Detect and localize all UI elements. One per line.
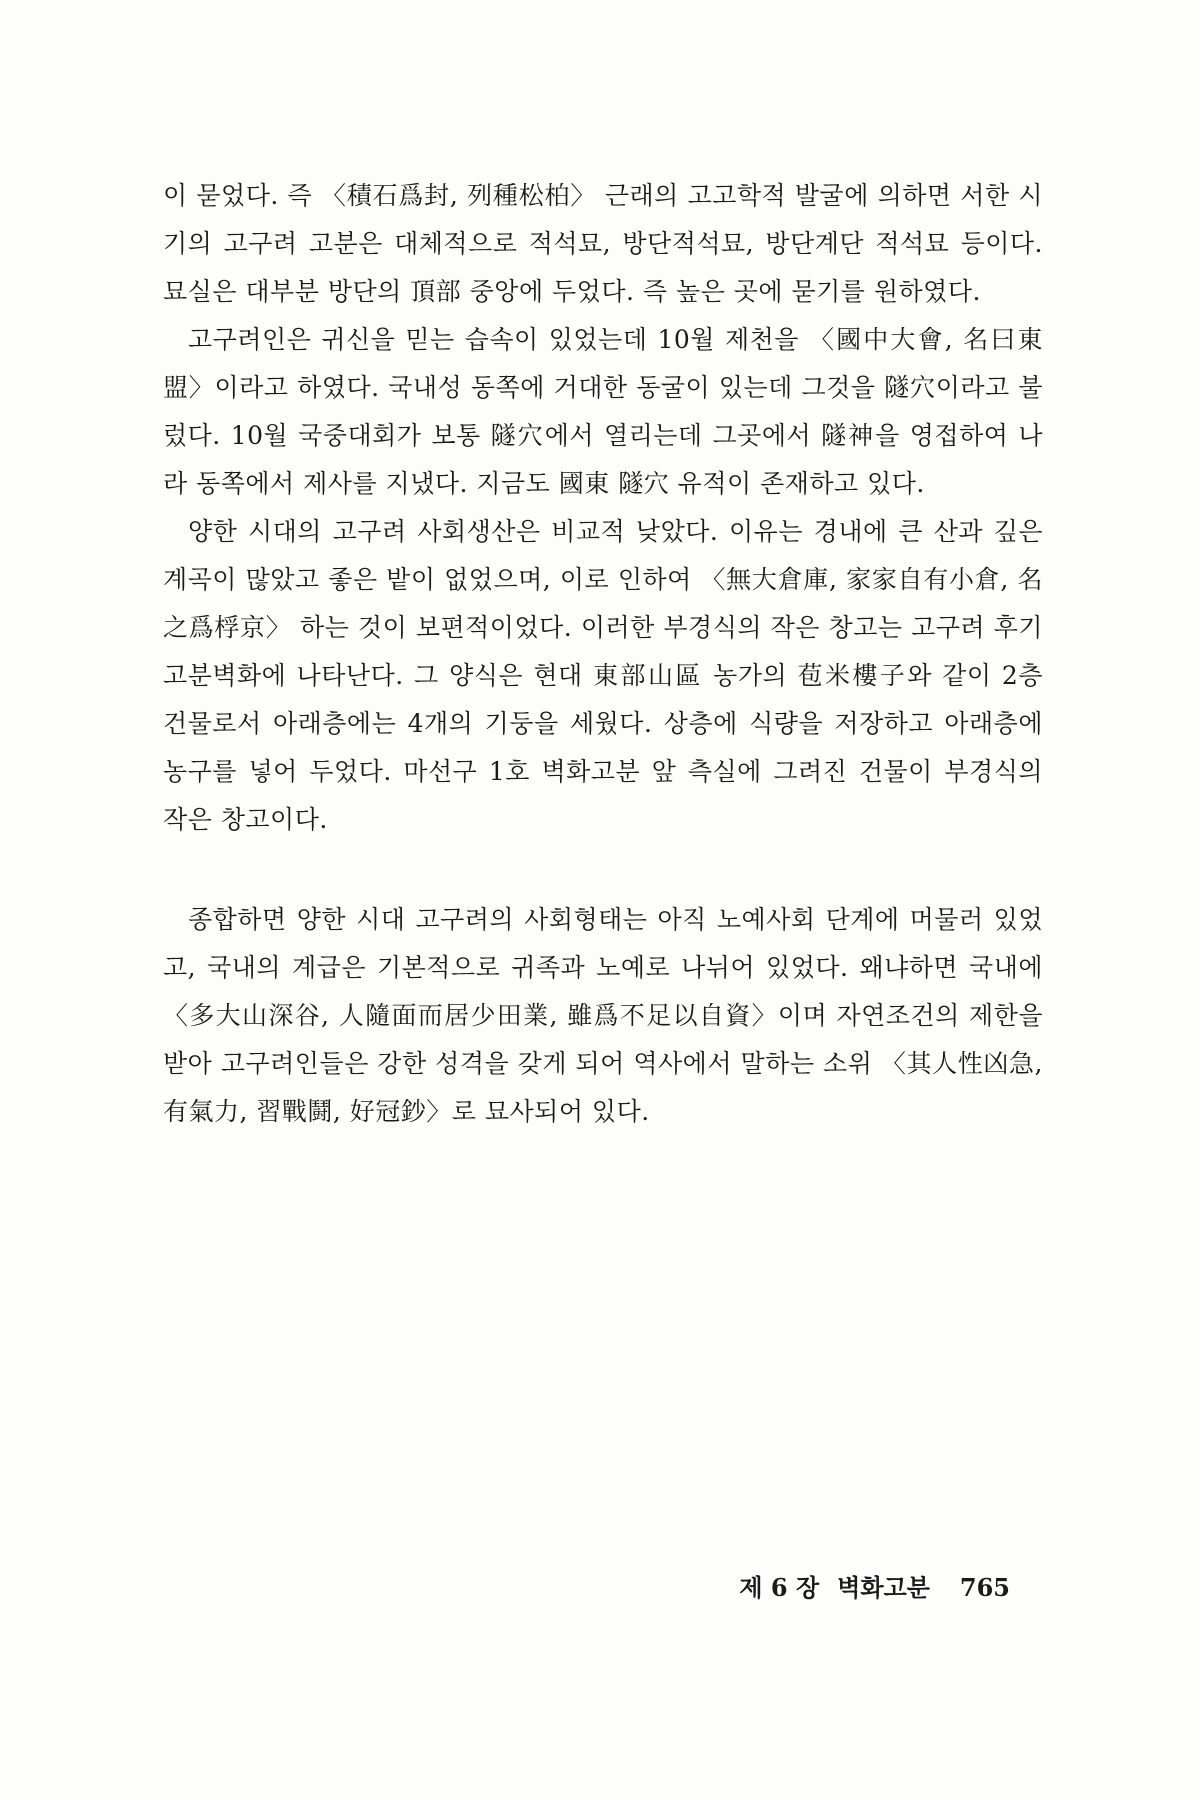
page-number: 765 — [959, 1573, 1010, 1602]
paragraph-2: 고구려인은 귀신을 믿는 습속이 있었는데 10월 제천을 〈國中大會, 名曰東盟〉이라고 하였다. 국내성 동쪽에 거대한 동굴이 있는데 그것을 隧穴이라고 불렀다. 10월 국중대회가 보통 隧穴에서 열리는데 그곳에서 隧神을 영접하여 나라 동쪽에서 제사를 지냈다. 지금도 國東 隧穴 유적이 존재하고 있다. — [163, 325, 1043, 498]
paragraph-1: 이 묻었다. 즉 〈積石爲封, 列種松柏〉 근래의 고고학적 발굴에 의하면 서한 시기의 고구려 고분은 대체적으로 적석묘, 방단적석묘, 방단계단 적석묘 등이다. 묘실은 대부분 방단의 頂部 중앙에 두었다. 즉 높은 곳에 묻기를 원하였다. — [163, 181, 1043, 306]
paragraph-4: 종합하면 양한 시대 고구려의 사회형태는 아직 노예사회 단계에 머물러 있었고, 국내의 계급은 기본적으로 귀족과 노예로 나뉘어 있었다. 왜냐하면 국내에 〈多大山深谷, 人隨面而居少田業, 雖爲不足以自資〉이며 자연조건의 제한을 받아 고구려인들은 강한 성격을 갖게 되어 역사에서 말하는 소위 〈其人性凶急, 有氣力, 習戰鬪, 好冠鈔〉로 묘사되어 있다. — [163, 905, 1043, 1126]
chapter-label: 제 6 장 — [739, 1573, 820, 1602]
body-text — [163, 172, 1043, 1136]
page-footer — [739, 1568, 1010, 1603]
paragraph-3: 양한 시대의 고구려 사회생산은 비교적 낮았다. 이유는 경내에 큰 산과 깊은 계곡이 많았고 좋은 밭이 없었으며, 이로 인하여 〈無大倉庫, 家家自有小倉, 名之爲桴京〉 하는 것이 보편적이었다. 이러한 부경식의 작은 창고는 고구려 후기 고분벽화에 나타난다. 그 양식은 현대 東部山區 농가의 苞米樓子와 같이 2층 건물로서 아래층에는 4개의 기둥을 세웠다. 상층에 식량을 저장하고 아래층에 농구를 넣어 두었다. 마선구 1호 벽화고분 앞 측실에 그려진 건물이 부경식의 작은 창고이다. — [163, 517, 1043, 834]
section-title: 벽화고분 — [837, 1573, 930, 1602]
